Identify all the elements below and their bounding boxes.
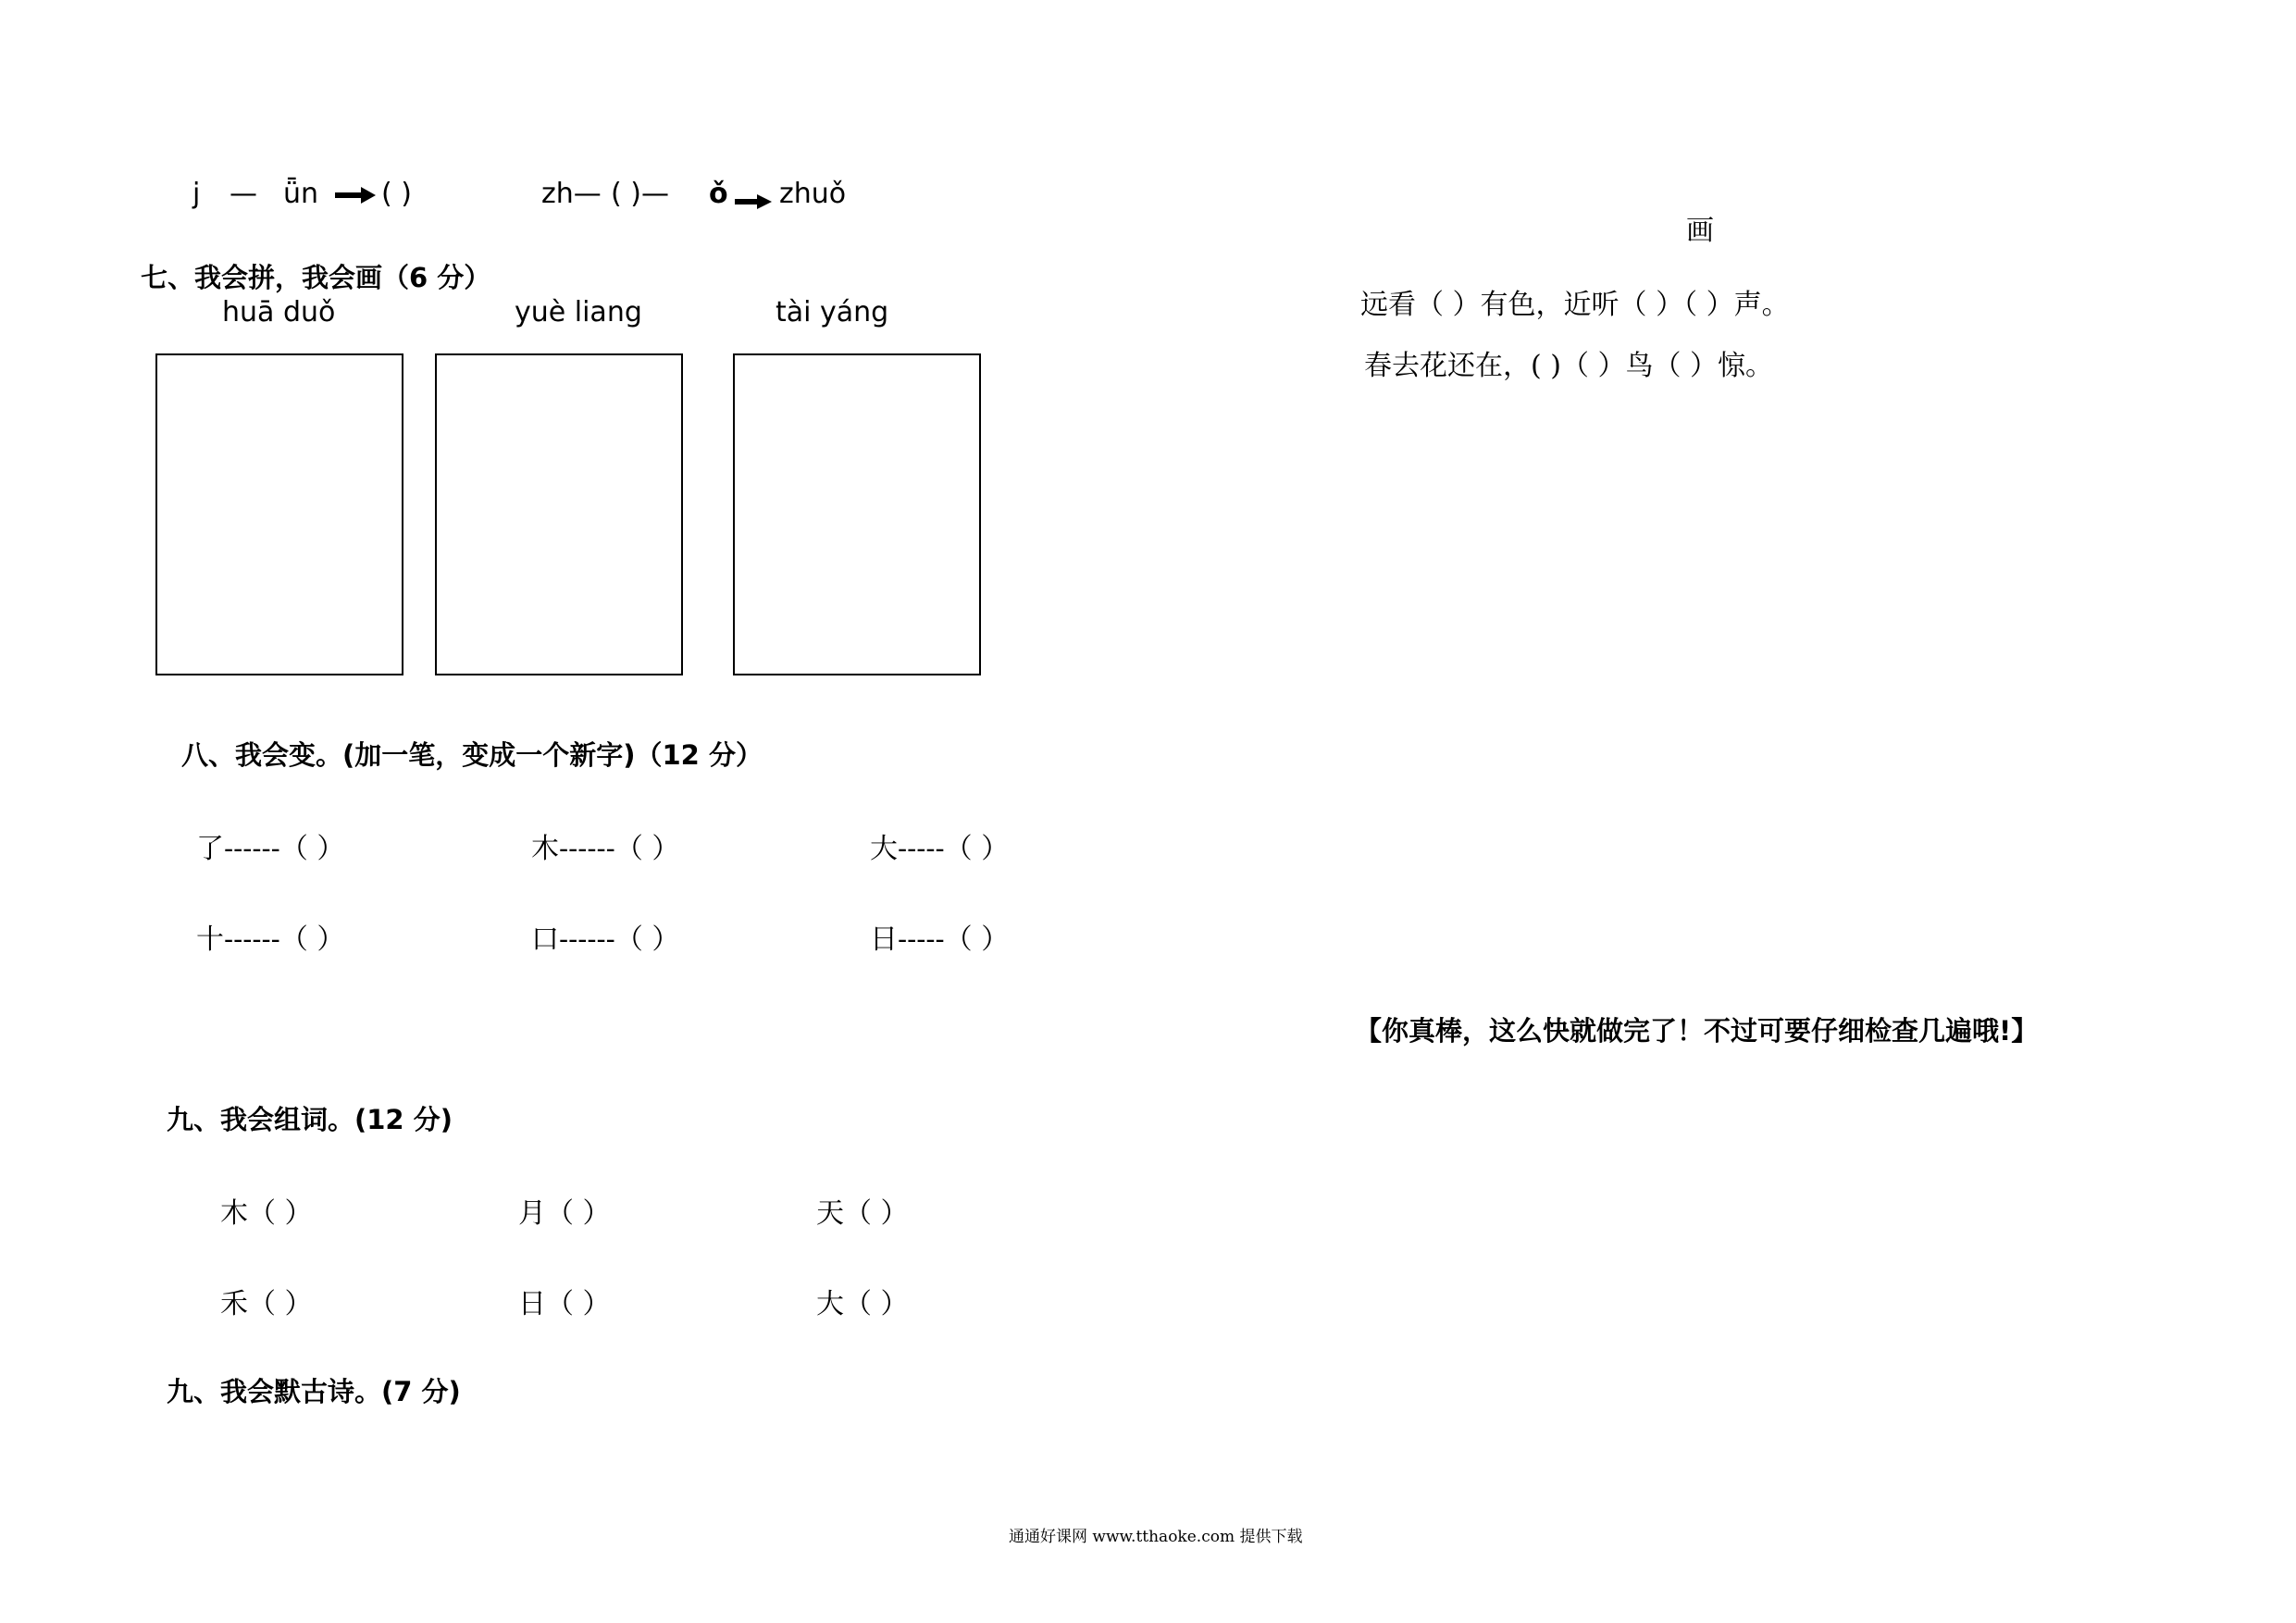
add-stroke-item[interactable]: 十------（ ）: [196, 923, 345, 956]
pinyin-initial-zh: zh—: [541, 178, 602, 210]
pinyin-label-taiyang: tài yáng: [776, 296, 889, 328]
pinyin-label-huaduo: huā duǒ: [222, 296, 336, 328]
word-building-item[interactable]: 月（ ）: [518, 1197, 611, 1230]
section-heading-9-words: 九、我会组词。(12 分): [167, 1104, 453, 1135]
add-stroke-item[interactable]: 日-----（ ）: [870, 923, 1010, 956]
drawing-box-moon[interactable]: [435, 353, 683, 675]
word-building-item[interactable]: 日（ ）: [518, 1288, 611, 1320]
add-stroke-item[interactable]: 了------（ ）: [196, 833, 345, 865]
pinyin-final-un: ǖn: [283, 178, 319, 210]
drawing-box-sun[interactable]: [733, 353, 981, 675]
section-heading-7: 七、我会拼，我会画（6 分）: [141, 262, 491, 293]
poem-line-2[interactable]: 春去花还在，( )（ ）鸟（ ）惊。: [1364, 350, 1774, 382]
pinyin-initial-j: j: [192, 178, 201, 210]
right-arrow-icon: [335, 187, 376, 204]
poem-line-1[interactable]: 远看（ ）有色，近听（ ）（ ）声。: [1360, 289, 1790, 321]
pinyin-result-zhuo: zhuǒ: [779, 178, 847, 210]
answer-blank[interactable]: ( )—: [611, 178, 669, 210]
word-building-item[interactable]: 禾（ ）: [220, 1288, 313, 1320]
word-building-item[interactable]: 大（ ）: [816, 1288, 909, 1320]
answer-blank[interactable]: ( ): [381, 178, 412, 210]
poem-title: 画: [1686, 215, 1714, 247]
pinyin-label-yueliang: yuè liang: [515, 296, 642, 328]
word-building-item[interactable]: 木（ ）: [220, 1197, 313, 1230]
section-heading-9-poem: 九、我会默古诗。(7 分): [167, 1376, 461, 1407]
section-heading-8: 八、我会变。(加一笔，变成一个新字)（12 分）: [181, 739, 763, 771]
drawing-box-flower[interactable]: [155, 353, 403, 675]
word-building-item[interactable]: 天（ ）: [816, 1197, 909, 1230]
add-stroke-item[interactable]: 大-----（ ）: [870, 833, 1010, 865]
right-arrow-icon: [735, 194, 772, 209]
closing-message: 【你真棒，这么快就做完了！不过可要仔细检查几遍哦!】: [1355, 1015, 2039, 1047]
add-stroke-item[interactable]: 口------（ ）: [531, 923, 680, 956]
pinyin-tone-o: ǒ: [709, 178, 728, 210]
pinyin-dash: —: [230, 178, 257, 210]
add-stroke-item[interactable]: 木------（ ）: [531, 833, 680, 865]
footer-source: 通通好课网 www.tthaoke.com 提供下载: [1009, 1528, 1303, 1546]
